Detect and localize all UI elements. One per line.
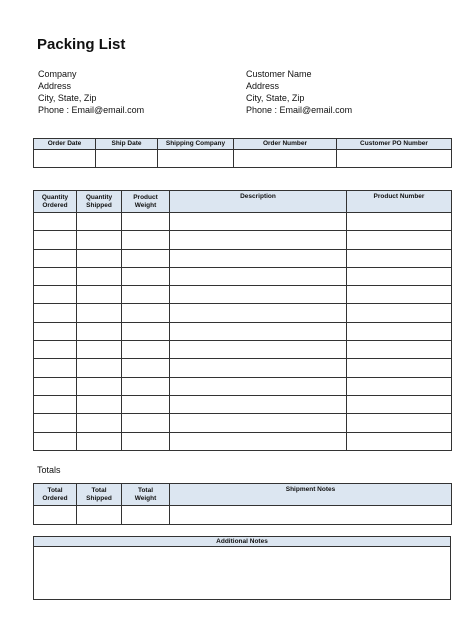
product-number-cell[interactable]	[347, 231, 452, 249]
total-shipped-header: Total Shipped	[77, 484, 122, 506]
quantity-shipped-cell[interactable]	[77, 377, 122, 395]
description-header: Description	[170, 191, 347, 213]
sender-phone: Phone : Email@email.com	[38, 105, 145, 115]
shipment-notes-header: Shipment Notes	[170, 484, 452, 506]
product-weight-cell[interactable]	[122, 267, 170, 285]
sender-city: City, State, Zip	[38, 93, 97, 103]
quantity-ordered-cell[interactable]	[34, 414, 77, 432]
total-ordered-cell[interactable]	[34, 506, 77, 525]
quantity-shipped-header: Quantity Shipped	[77, 191, 122, 213]
quantity-ordered-cell[interactable]	[34, 322, 77, 340]
description-cell[interactable]	[170, 359, 347, 377]
description-cell[interactable]	[170, 341, 347, 359]
totals-table	[33, 483, 452, 525]
product-weight-cell[interactable]	[122, 322, 170, 340]
page-title: Packing List	[37, 36, 126, 53]
description-cell[interactable]	[170, 286, 347, 304]
order-date-cell[interactable]	[34, 150, 96, 168]
quantity-ordered-cell[interactable]	[34, 341, 77, 359]
product-weight-cell[interactable]	[122, 286, 170, 304]
description-cell[interactable]	[170, 395, 347, 413]
total-ordered-header: Total Ordered	[34, 484, 77, 506]
items-table	[33, 190, 452, 451]
product-weight-cell[interactable]	[122, 231, 170, 249]
product-number-cell[interactable]	[347, 213, 452, 231]
quantity-shipped-cell[interactable]	[77, 414, 122, 432]
table-row	[34, 414, 452, 432]
quantity-ordered-cell[interactable]	[34, 249, 77, 267]
quantity-ordered-cell[interactable]	[34, 377, 77, 395]
quantity-shipped-cell[interactable]	[77, 231, 122, 249]
description-cell[interactable]	[170, 267, 347, 285]
order-info-table	[33, 138, 452, 168]
order-number-cell[interactable]	[234, 150, 337, 168]
quantity-ordered-cell[interactable]	[34, 286, 77, 304]
product-number-cell[interactable]	[347, 341, 452, 359]
quantity-ordered-cell[interactable]	[34, 304, 77, 322]
description-cell[interactable]	[170, 432, 347, 450]
quantity-shipped-cell[interactable]	[77, 213, 122, 231]
additional-notes-table	[33, 536, 451, 600]
items-header-row	[34, 191, 452, 213]
description-cell[interactable]	[170, 322, 347, 340]
quantity-shipped-cell[interactable]	[77, 341, 122, 359]
description-cell[interactable]	[170, 231, 347, 249]
totals-input-row	[34, 506, 452, 525]
customer-city: City, State, Zip	[246, 93, 305, 103]
quantity-shipped-cell[interactable]	[77, 432, 122, 450]
table-row	[34, 432, 452, 450]
customer-po-number-cell[interactable]	[337, 150, 452, 168]
table-row	[34, 322, 452, 340]
description-cell[interactable]	[170, 249, 347, 267]
product-weight-cell[interactable]	[122, 213, 170, 231]
quantity-ordered-cell[interactable]	[34, 432, 77, 450]
quantity-ordered-cell[interactable]	[34, 267, 77, 285]
quantity-shipped-cell[interactable]	[77, 304, 122, 322]
sender-address-block	[38, 68, 144, 116]
product-weight-cell[interactable]	[122, 395, 170, 413]
items-body	[34, 213, 452, 451]
product-weight-header: Product Weight	[122, 191, 170, 213]
description-cell[interactable]	[170, 377, 347, 395]
quantity-shipped-cell[interactable]	[77, 286, 122, 304]
totals-label: Totals	[37, 465, 61, 475]
description-cell[interactable]	[170, 213, 347, 231]
product-number-cell[interactable]	[347, 267, 452, 285]
product-number-cell[interactable]	[347, 304, 452, 322]
total-weight-cell[interactable]	[122, 506, 170, 525]
customer-po-number-header: Customer PO Number	[337, 139, 452, 150]
total-shipped-cell[interactable]	[77, 506, 122, 525]
shipping-company-cell[interactable]	[158, 150, 234, 168]
ship-date-header: Ship Date	[96, 139, 158, 150]
quantity-ordered-cell[interactable]	[34, 231, 77, 249]
table-row	[34, 213, 452, 231]
quantity-shipped-cell[interactable]	[77, 267, 122, 285]
product-number-cell[interactable]	[347, 249, 452, 267]
shipment-notes-cell[interactable]	[170, 506, 452, 525]
additional-notes-header: Additional Notes	[34, 537, 451, 547]
notes-header-row	[34, 537, 451, 547]
totals-header-row	[34, 484, 452, 506]
notes-input-row	[34, 547, 451, 600]
sender-company: Company	[38, 69, 77, 79]
quantity-ordered-header: Quantity Ordered	[34, 191, 77, 213]
table-row	[34, 395, 452, 413]
description-cell[interactable]	[170, 304, 347, 322]
quantity-ordered-cell[interactable]	[34, 395, 77, 413]
customer-address: Address	[246, 81, 280, 91]
additional-notes-cell[interactable]	[34, 547, 451, 600]
product-number-cell[interactable]	[347, 322, 452, 340]
sender-address: Address	[38, 81, 72, 91]
product-weight-cell[interactable]	[122, 304, 170, 322]
product-number-cell[interactable]	[347, 414, 452, 432]
quantity-ordered-cell[interactable]	[34, 213, 77, 231]
shipping-company-header: Shipping Company	[158, 139, 234, 150]
table-row	[34, 377, 452, 395]
product-number-cell[interactable]	[347, 359, 452, 377]
table-row	[34, 249, 452, 267]
table-row	[34, 341, 452, 359]
total-weight-header: Total Weight	[122, 484, 170, 506]
table-row	[34, 231, 452, 249]
customer-phone: Phone : Email@email.com	[246, 105, 353, 115]
quantity-shipped-cell[interactable]	[77, 395, 122, 413]
product-weight-cell[interactable]	[122, 341, 170, 359]
quantity-shipped-cell[interactable]	[77, 249, 122, 267]
order-number-header: Order Number	[234, 139, 337, 150]
product-weight-cell[interactable]	[122, 359, 170, 377]
table-row	[34, 286, 452, 304]
quantity-ordered-cell[interactable]	[34, 359, 77, 377]
product-number-cell[interactable]	[347, 377, 452, 395]
order-header-row	[34, 139, 452, 150]
customer-address-block	[246, 68, 352, 116]
ship-date-cell[interactable]	[96, 150, 158, 168]
product-weight-cell[interactable]	[122, 432, 170, 450]
product-weight-cell[interactable]	[122, 249, 170, 267]
table-row	[34, 267, 452, 285]
product-number-cell[interactable]	[347, 432, 452, 450]
product-weight-cell[interactable]	[122, 377, 170, 395]
table-row	[34, 359, 452, 377]
product-number-header: Product Number	[347, 191, 452, 213]
table-row	[34, 304, 452, 322]
order-date-header: Order Date	[34, 139, 96, 150]
quantity-shipped-cell[interactable]	[77, 322, 122, 340]
order-input-row	[34, 150, 452, 168]
product-number-cell[interactable]	[347, 286, 452, 304]
product-weight-cell[interactable]	[122, 414, 170, 432]
description-cell[interactable]	[170, 414, 347, 432]
quantity-shipped-cell[interactable]	[77, 359, 122, 377]
product-number-cell[interactable]	[347, 395, 452, 413]
customer-name: Customer Name	[246, 69, 312, 79]
